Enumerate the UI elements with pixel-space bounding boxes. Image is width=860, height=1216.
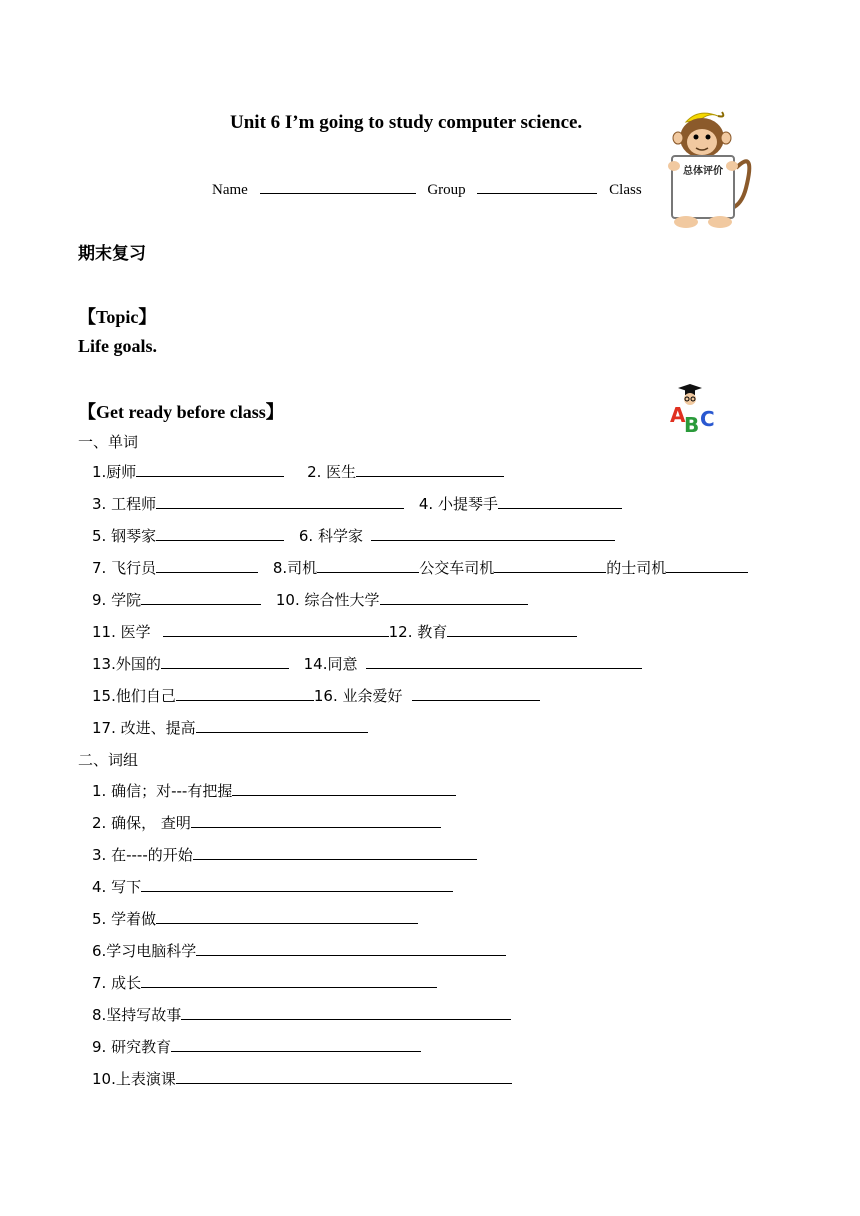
svg-text:B: B xyxy=(684,413,700,436)
vocab-row xyxy=(92,654,642,674)
phrases-heading: 二、词组 xyxy=(78,751,139,769)
phrase-row xyxy=(92,1037,421,1057)
vocab-item: 的士司机 xyxy=(606,559,667,577)
vocab-item: 公交车司机 xyxy=(419,559,495,577)
vocab-heading: 一、单词 xyxy=(78,433,139,451)
phrase-item: 2. 确保， 查明 xyxy=(92,814,191,832)
answer-blank[interactable] xyxy=(156,558,258,573)
class-label: Class xyxy=(609,182,642,198)
answer-blank[interactable] xyxy=(156,909,418,924)
answer-blank[interactable] xyxy=(412,686,540,701)
phrase-row xyxy=(92,877,453,897)
monkey-evaluation-icon xyxy=(660,108,756,230)
vocab-item: 17. 改进、提高 xyxy=(92,719,196,737)
vocab-item: 5. 钢琴家 xyxy=(92,527,157,545)
phrase-row xyxy=(92,781,456,801)
topic-text: Life goals. xyxy=(78,336,157,356)
group-blank[interactable] xyxy=(477,179,597,194)
name-group-class-row xyxy=(212,179,642,199)
phrase-item: 3. 在----的开始 xyxy=(92,846,193,864)
vocab-item: 15.他们自己 xyxy=(92,687,176,705)
answer-blank[interactable] xyxy=(196,941,506,956)
vocab-item: 7. 飞行员 xyxy=(92,559,157,577)
answer-blank[interactable] xyxy=(193,845,477,860)
answer-blank[interactable] xyxy=(380,590,528,605)
answer-blank[interactable] xyxy=(366,654,642,669)
answer-blank[interactable] xyxy=(176,1069,512,1084)
phrase-row xyxy=(92,909,418,929)
answer-blank[interactable] xyxy=(196,718,368,733)
vocab-item: 14.同意 xyxy=(303,655,358,673)
vocab-row xyxy=(92,526,615,546)
name-blank[interactable] xyxy=(260,179,416,194)
vocab-item: 11. 医学 xyxy=(92,623,151,641)
answer-blank[interactable] xyxy=(161,654,289,669)
answer-blank[interactable] xyxy=(141,877,453,892)
vocab-item: 13.外国的 xyxy=(92,655,161,673)
answer-blank[interactable] xyxy=(494,558,606,573)
answer-blank[interactable] xyxy=(232,781,456,796)
vocab-row xyxy=(92,558,748,578)
badge-text: 总体评价 xyxy=(683,166,723,177)
answer-blank[interactable] xyxy=(156,526,284,541)
answer-blank[interactable] xyxy=(171,1037,421,1052)
vocab-item: 3. 工程师 xyxy=(92,495,157,513)
vocab-item: 8.司机 xyxy=(272,559,318,577)
answer-blank[interactable] xyxy=(141,590,261,605)
vocab-item: 6. 科学家 xyxy=(298,527,363,545)
vocab-item: 2. 医生 xyxy=(307,463,357,481)
vocab-row xyxy=(92,622,577,642)
phrase-item: 10.上表演课 xyxy=(92,1070,176,1088)
topic-heading: 【Topic】 xyxy=(78,307,157,327)
vocab-item: 12. 教育 xyxy=(388,623,448,641)
svg-text:C: C xyxy=(700,407,715,431)
svg-text:A: A xyxy=(670,403,686,427)
page-title: Unit 6 I’m going to study computer science. xyxy=(230,112,583,133)
answer-blank[interactable] xyxy=(447,622,577,637)
vocab-item: 16. 业余爱好 xyxy=(313,687,403,705)
answer-blank[interactable] xyxy=(371,526,615,541)
phrase-row xyxy=(92,845,477,865)
answer-blank[interactable] xyxy=(136,462,284,477)
vocab-item: 4. 小提琴手 xyxy=(418,495,498,513)
vocab-row xyxy=(92,590,528,610)
vocab-item: 1.厨师 xyxy=(92,463,137,481)
answer-blank[interactable] xyxy=(141,973,437,988)
answer-blank[interactable] xyxy=(498,494,622,509)
vocab-row xyxy=(92,494,622,514)
answer-blank[interactable] xyxy=(317,558,419,573)
answer-blank[interactable] xyxy=(156,494,404,509)
vocab-row xyxy=(92,686,540,706)
phrase-item: 8.坚持写故事 xyxy=(92,1006,182,1024)
vocab-row xyxy=(92,718,368,738)
name-label: Name xyxy=(212,182,248,198)
phrase-item: 5. 学着做 xyxy=(92,910,157,928)
vocab-item: 10. 综合性大学 xyxy=(275,591,380,609)
phrase-row xyxy=(92,941,506,961)
get-ready-heading: 【Get ready before class】 xyxy=(78,402,284,422)
answer-blank[interactable] xyxy=(666,558,748,573)
group-label: Group xyxy=(427,182,466,198)
answer-blank[interactable] xyxy=(356,462,504,477)
phrase-row xyxy=(92,1069,512,1089)
phrase-item: 6.学习电脑科学 xyxy=(92,942,197,960)
phrase-row xyxy=(92,973,437,993)
phrase-row xyxy=(92,1005,511,1025)
phrase-item: 7. 成长 xyxy=(92,974,142,992)
abc-student-icon xyxy=(664,382,722,436)
phrase-row xyxy=(92,813,441,833)
vocab-row xyxy=(92,462,504,482)
answer-blank[interactable] xyxy=(191,813,441,828)
phrase-item: 9. 研究教育 xyxy=(92,1038,172,1056)
section-title: 期末复习 xyxy=(78,244,146,264)
answer-blank[interactable] xyxy=(176,686,314,701)
answer-blank[interactable] xyxy=(163,622,389,637)
answer-blank[interactable] xyxy=(181,1005,511,1020)
phrase-item: 1. 确信；对---有把握 xyxy=(92,782,233,800)
phrase-item: 4. 写下 xyxy=(92,878,142,896)
vocab-item: 9. 学院 xyxy=(92,591,142,609)
